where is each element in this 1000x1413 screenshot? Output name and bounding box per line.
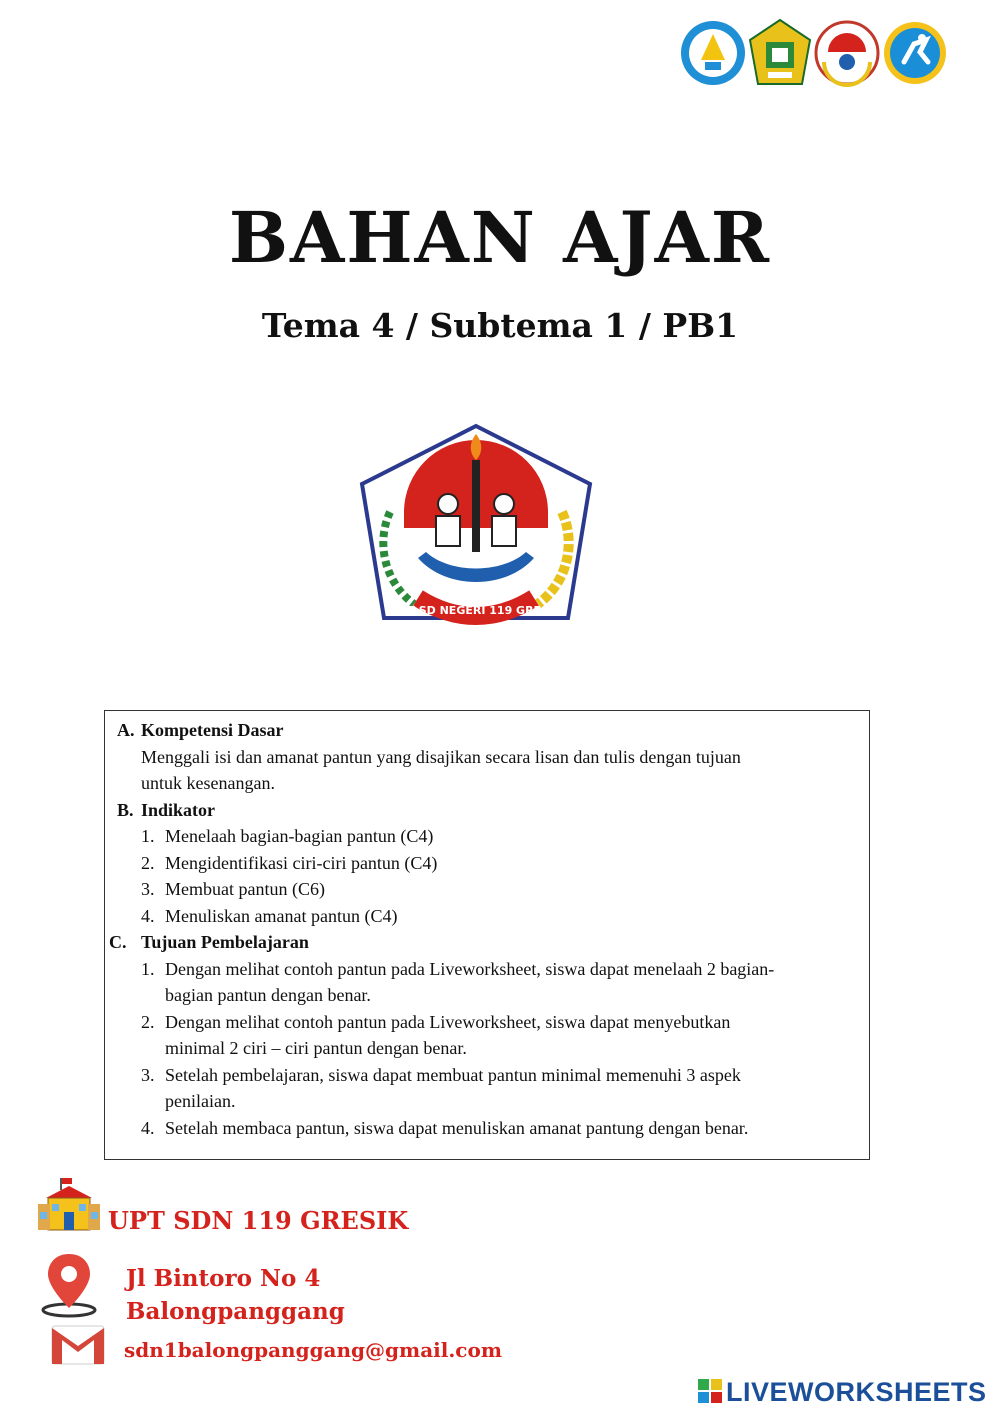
gresik-regency-logo-icon <box>748 18 812 88</box>
item-text-line: penilaian. <box>165 1091 236 1111</box>
footer-email: sdn1balongpanggang@gmail.com <box>124 1338 502 1362</box>
item-number: 3. <box>141 1064 155 1085</box>
section-title: Indikator <box>141 799 216 820</box>
kd-text-line: Menggali isi dan amanat pantun yang disajikan secara lisan dan tulis dengan tujuan <box>141 746 741 767</box>
school-emblem-label: UPT SD NEGERI 119 GRESIK <box>390 604 562 617</box>
address-line: Jl Bintoro No 4 <box>126 1265 321 1292</box>
item-number: 3. <box>141 879 155 899</box>
list-item <box>141 1115 853 1142</box>
liveworksheets-watermark <box>698 1377 987 1408</box>
item-text: Membuat pantun (C6) <box>165 879 325 899</box>
section-kompetensi-dasar <box>117 717 853 797</box>
liveworksheets-logo-icon <box>698 1379 722 1403</box>
kemdikbud-logo-icon <box>680 18 746 88</box>
item-text-line: Dengan melihat contoh pantun pada Liveworksheet, siswa dapat menyebutkan <box>165 1011 731 1032</box>
objective-list <box>109 956 853 1142</box>
learning-objectives-box <box>104 710 870 1160</box>
item-number: 2. <box>141 852 155 873</box>
section-letter: B. <box>117 799 134 820</box>
item-text: Menelaah bagian-bagian pantun (C4) <box>165 826 434 846</box>
address-line: Balongpanggang <box>126 1298 345 1325</box>
section-tujuan-pembelajaran <box>109 929 853 1141</box>
list-item <box>141 850 853 877</box>
item-text-line: Setelah pembelajaran, siswa dapat membuat pantun minimal memenuhi 3 aspek <box>165 1064 741 1085</box>
item-number: 2. <box>141 1011 155 1032</box>
item-number: 4. <box>141 905 155 926</box>
item-text: Mengidentifikasi ciri-ciri pantun (C4) <box>165 852 438 873</box>
item-text-line: Setelah membaca pantun, siswa dapat menuliskan amanat pantung dengan benar. <box>165 1117 749 1138</box>
section-heading <box>109 929 853 956</box>
item-number: 1. <box>141 958 155 979</box>
footer-address <box>126 1262 345 1328</box>
list-item <box>141 1062 853 1115</box>
list-item <box>141 823 853 850</box>
list-item <box>141 876 853 903</box>
section-indikator <box>117 797 853 930</box>
kd-text-line: untuk kesenangan. <box>141 773 275 793</box>
location-pin-icon <box>40 1250 98 1318</box>
list-item <box>141 903 853 930</box>
school-building-icon <box>38 1176 100 1234</box>
section-title: Tujuan Pembelajaran <box>141 932 309 952</box>
item-number: 1. <box>141 826 155 846</box>
indicator-list <box>117 823 853 929</box>
section-heading <box>117 797 853 824</box>
item-text: Menuliskan amanat pantun (C4) <box>165 905 398 926</box>
list-item <box>141 956 853 1009</box>
document-title: BAHAN AJAR <box>228 196 772 279</box>
merdeka-belajar-logo-icon <box>882 18 948 88</box>
school-emblem-small-icon <box>814 18 880 88</box>
gmail-icon <box>50 1324 106 1366</box>
section-heading <box>117 717 853 744</box>
item-text-line: bagian pantun dengan benar. <box>165 985 371 1005</box>
footer-school-name: UPT SDN 119 GRESIK <box>108 1206 409 1235</box>
section-title: Kompetensi Dasar <box>141 720 284 740</box>
item-text-line: minimal 2 ciri – ciri pantun dengan benar. <box>165 1038 467 1058</box>
list-item <box>141 1009 853 1062</box>
item-number: 4. <box>141 1117 155 1138</box>
watermark-text: LIVEWORKSHEETS <box>726 1377 987 1407</box>
document-subtitle: Tema 4 / Subtema 1 / PB1 <box>261 306 739 345</box>
header-logos <box>680 18 950 90</box>
section-letter: A. <box>117 720 135 740</box>
item-text-line: Dengan melihat contoh pantun pada Liveworksheet, siswa dapat menelaah 2 bagian- <box>165 958 775 979</box>
section-letter: C. <box>109 932 127 952</box>
school-emblem-icon <box>356 422 596 648</box>
